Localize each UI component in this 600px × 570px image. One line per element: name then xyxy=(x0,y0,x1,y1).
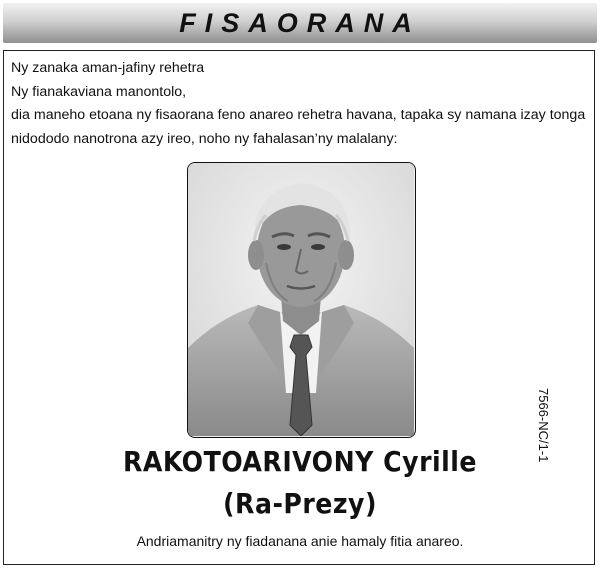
deceased-alias: (Ra-Prezy) xyxy=(223,487,377,520)
intro-line: dia maneho etoana ny fisaorana feno anareo rehetra havana, tapaka sy namana izay tonga xyxy=(11,107,586,124)
portrait-photo xyxy=(187,162,416,438)
intro-line: nidododo nanotrona azy ireo, noho ny fahalasan’ny malalany: xyxy=(11,130,398,147)
deceased-name: RAKOTOARIVONY Cyrille xyxy=(123,445,477,478)
notice-title: FISAORANA xyxy=(179,7,421,38)
reference-code: 7566-NC/1-1 xyxy=(536,388,551,463)
intro-line: Ny fianakaviana manontolo, xyxy=(11,83,187,100)
notice-box xyxy=(3,50,595,565)
header-banner xyxy=(3,3,597,43)
intro-line: Ny zanaka aman-jafiny rehetra xyxy=(11,60,205,76)
closing-blessing: Andriamanitry ny fiadanana anie hamaly fitia anareo. xyxy=(136,533,464,549)
intro-text xyxy=(11,57,596,151)
